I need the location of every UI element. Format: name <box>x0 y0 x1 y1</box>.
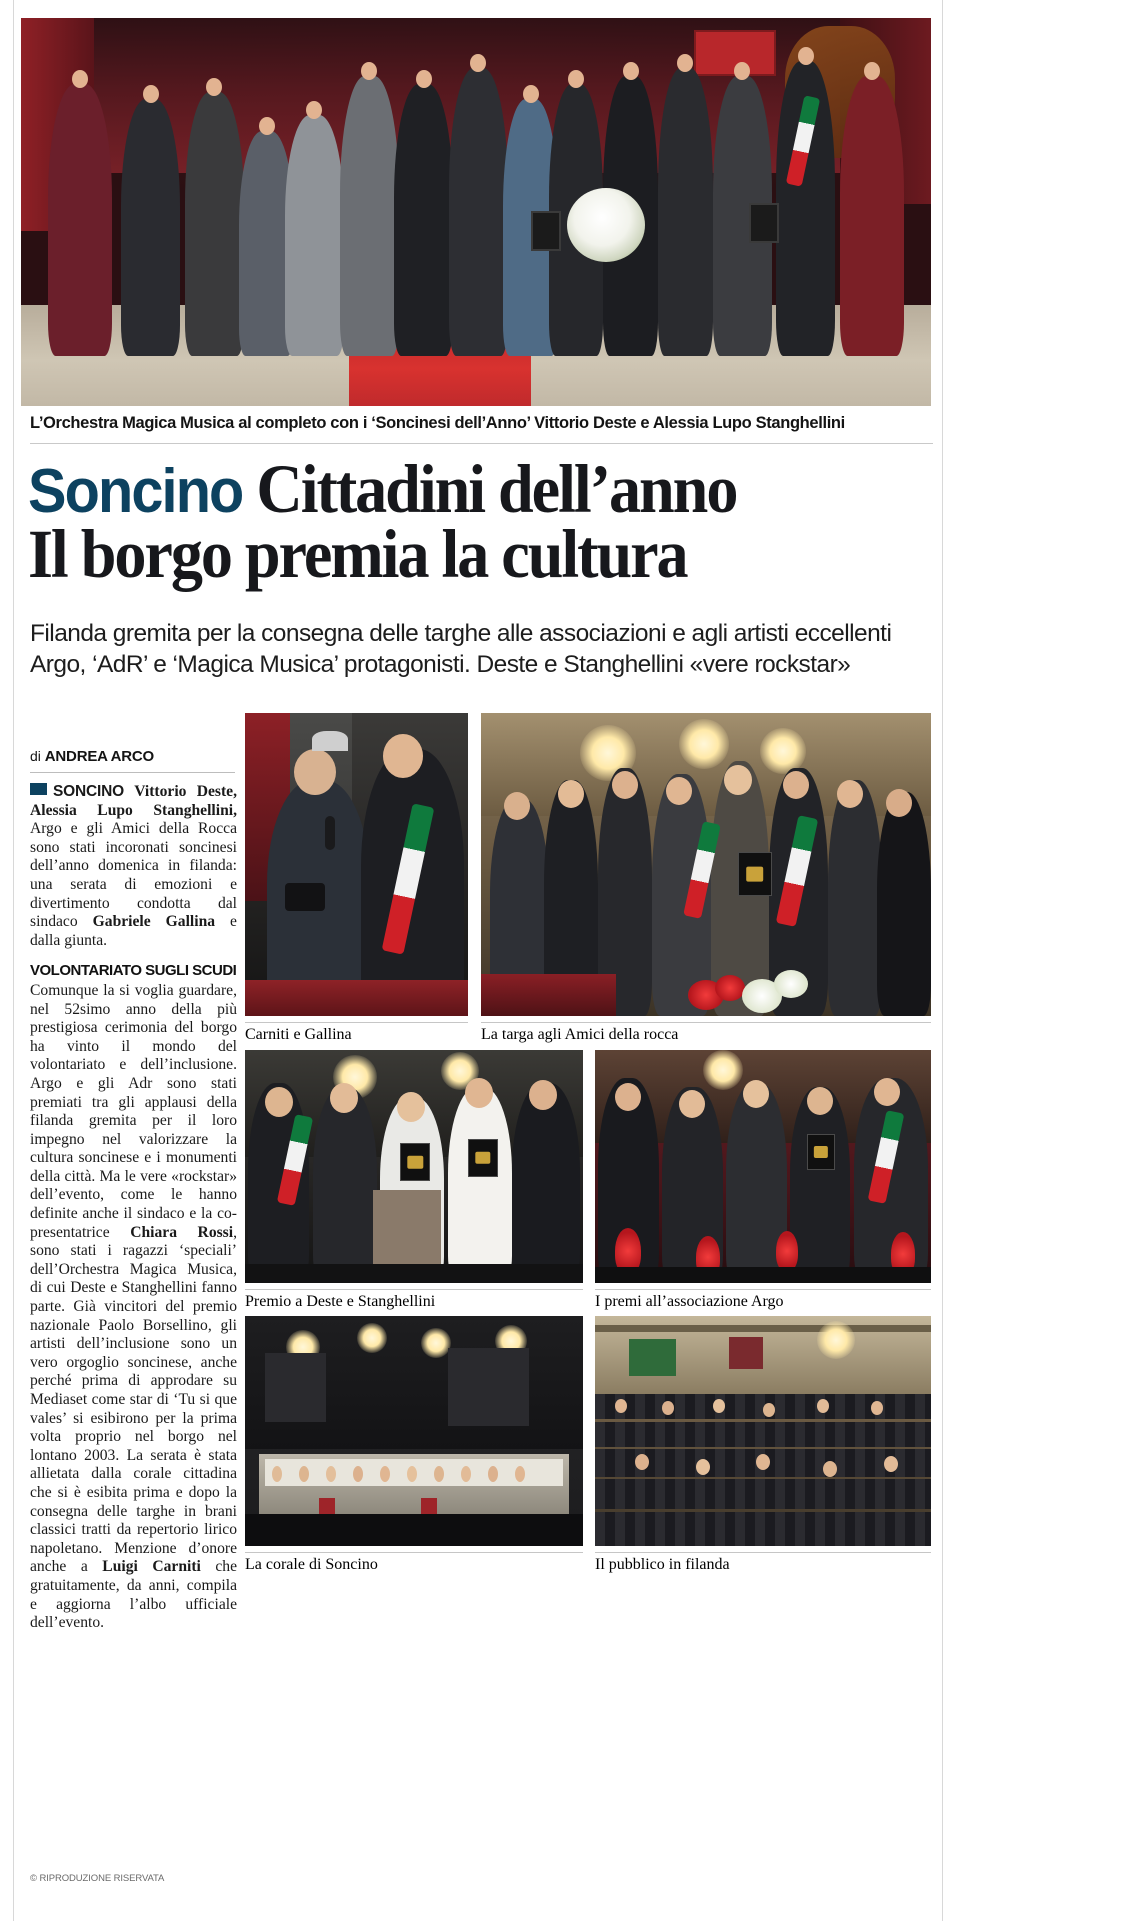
photo-targa-amici-rocca <box>481 713 931 1016</box>
photo-caption-premio-deste-stanghellini: Premio a Deste e Stanghellini <box>245 1293 436 1310</box>
headline-line1: Cittadini dell’anno <box>242 451 737 527</box>
article-copresenter-name: Chiara Rossi <box>130 1223 234 1241</box>
article-paragraph-2 <box>30 982 237 1633</box>
byline-rule <box>30 772 235 773</box>
hero-photo <box>21 18 931 406</box>
photo-caption-pubblico-filanda: Il pubblico in filanda <box>595 1556 730 1573</box>
photo-caption-premi-argo: I premi all’associazione Argo <box>595 1293 784 1310</box>
byline-prefix: di <box>30 748 45 764</box>
hero-caption: L’Orchestra Magica Musica al completo con i ‘Soncinesi dell’Anno’ Vittorio Deste e Alessia Lupo Stanghellini <box>30 414 845 432</box>
deck-line-1: Filanda gremita per la consegna delle targhe alle associazioni e agli artisti eccellenti <box>30 620 892 647</box>
page-gutter-right <box>942 0 1147 1921</box>
photo-caption-corale-soncino: La corale di Soncino <box>245 1556 378 1573</box>
caption-rule-2 <box>481 1022 931 1023</box>
page-gutter-left <box>0 0 14 1921</box>
article-lead-names: Vittorio Deste, Alessia Lupo Stanghellini, <box>30 783 237 819</box>
photo-premi-argo <box>595 1050 931 1283</box>
article-para2-a: Comunque la si voglia guardare, nel 52simo anno della più prestigiosa cerimonia del borgo ha vinto il mondo del volontariato e dell’inclusione. Argo e gli Adr sono stati premiati tra gli applausi della filanda gremita per il loro impegno nel valorizzare la cultura soncinese e i monumenti della città. Ma le vere «rockstar» dell’evento, come le hanno definite anche il sindaco e la co-presentatrice <box>30 981 237 1241</box>
byline-author: ANDREA ARCO <box>44 748 154 765</box>
deck-line-2: Argo, ‘AdR’ e ‘Magica Musica’ protagonisti. Deste e Stanghellini «vere rockstar» <box>30 651 851 678</box>
photo-pubblico-filanda <box>595 1316 931 1546</box>
article-deck <box>30 618 935 680</box>
article-para2-b: , sono stati i ragazzi ‘speciali’ dell’Orchestra Magica Musica, di cui Deste e Stanghellini fanno parte. Già vincitori del premio nazionale Paolo Borsellino, gli artisti dell’inclusione sono un vero orgoglio soncinese, anche perché prima di approdare su Mediaset come star di ‘Tu si que vales’ si esibirono per la prima volta proprio nel borgo nel lontano 2003. La serata è stata allietata dalla corale cittadina che si è esibita prima e dopo la consegna delle targhe in brani classici tratti da repertorio lirico napoletano. Menzione d’onore anche a <box>30 1223 237 1576</box>
article-lead-text-1: Argo e gli Amici della Rocca sono stati incoronati soncinesi dell’anno domenica in filanda: una serata di emozioni e divertimento condotta dal sindaco <box>30 820 237 931</box>
article-mayor-name: Gabriele Gallina <box>92 913 216 931</box>
photo-carniti-gallina <box>245 713 468 1016</box>
plaque-icon <box>738 852 772 896</box>
article-carniti-name: Luigi Carniti <box>102 1558 201 1576</box>
byline <box>30 748 154 765</box>
article-para2-c: che gratuitamente, da anni, compila e aggiorna l’albo ufficiale dell’evento. <box>30 1558 238 1632</box>
article-lead-text-2: e dalla giunta. <box>30 913 237 949</box>
headline-rule <box>30 443 933 444</box>
article-subheading: VOLONTARIATO SUGLI SCUDI <box>30 962 237 980</box>
article-lead-paragraph <box>30 783 237 950</box>
photo-caption-carniti-gallina: Carniti e Gallina <box>245 1026 352 1043</box>
photo-premio-deste-stanghellini <box>245 1050 583 1283</box>
caption-rule-5 <box>245 1552 583 1553</box>
caption-rule-4 <box>595 1289 931 1290</box>
caption-rule-1 <box>245 1022 468 1023</box>
section-bullet-icon <box>30 783 47 795</box>
copyright-notice: © RIPRODUZIONE RISERVATA <box>30 1873 165 1884</box>
caption-rule-6 <box>595 1552 931 1553</box>
photo-corale-soncino <box>245 1316 583 1546</box>
article-dateline: SONCINO <box>53 783 124 800</box>
headline-kicker: Soncino <box>28 457 243 526</box>
headline-line2: Il borgo premia la cultura <box>28 516 687 592</box>
article-body <box>30 783 237 1633</box>
headline <box>28 451 938 592</box>
caption-rule-3 <box>245 1289 583 1290</box>
page-content <box>15 0 940 1921</box>
photo-caption-targa-amici-rocca: La targa agli Amici della rocca <box>481 1026 679 1043</box>
